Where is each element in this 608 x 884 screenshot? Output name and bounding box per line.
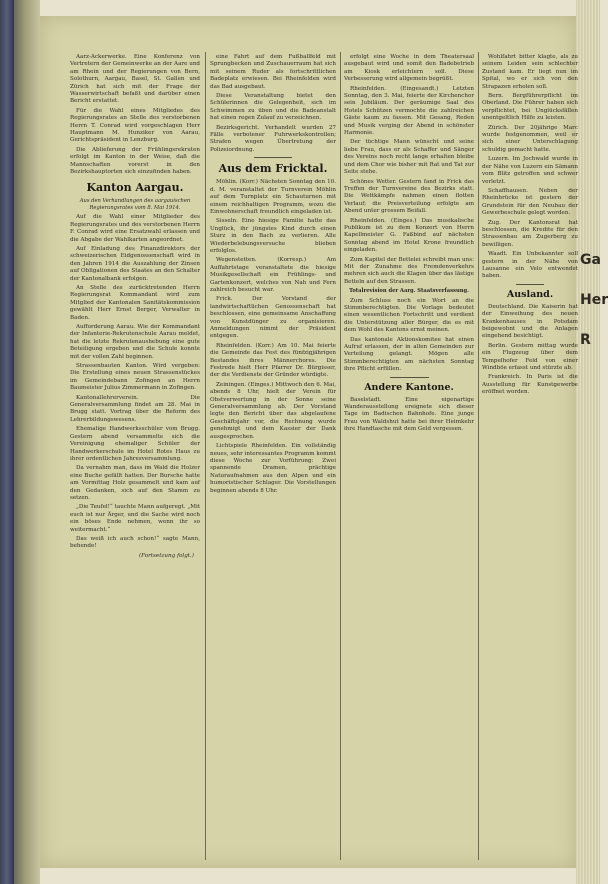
fragment-text: R [580, 332, 591, 348]
paragraph: Wohlfahrt bitter klagte, als zu seinem Leiden sein schlechter Zustand kam. Er liegt nun im Spital, wo er sich von den Strapazen erholen soll. [482, 54, 578, 90]
paragraph: Kantonallehrerverein. Die Generalversammlung findet am 28. Mai in Brugg statt. Vortrag über die Reform des Lehrerbildungswesens. [70, 394, 200, 423]
divider [254, 157, 292, 158]
paragraph: Da vernahm man, dass im Wald die Holzer eine Buche gefällt hatten. Der Bursche hatte am Vormittag Holz gesammelt und kam auf den Gedanken, sich auf den Stamm zu setzen. [70, 465, 200, 501]
section-title: Andere Kantone. [364, 381, 454, 393]
paragraph: Auf die Wahl einer Mitglieder des Regierungsrates und des verstorbenen Herrn F. Conrad wird eine Ersatzwahl erlassen und die Abgabe der Wahlkarten angeordnet. [70, 214, 200, 243]
paragraph: Sisseln. Eine hiesige Familie hatte das Unglück, ihr jüngstes Kind durch einen Sturz in den Bach zu verlieren. Alle Wiederbelebungsversuche blieben erfolglos. [210, 218, 336, 254]
paragraph: Schönes Wetter. Gestern fand in Frick das Treffen der Turnvereine des Bezirks statt. Die Wettkämpfe nahmen einen flotten Verlauf; die Preisverteilung erfolgte am Abend unter grossem Beifall. [344, 178, 474, 215]
column-rule [340, 52, 341, 860]
paragraph: Auf Einladung des Finanzdirektors der schweizerischen Eidgenossenschaft wird in den Jahren 1914 die Auszahlung der Zinsen auf Obligationen des Staates an den Schalter der Kantonalbank erfolgen. [70, 245, 200, 282]
book-binding [0, 0, 14, 884]
paragraph: Diese Veranstaltung bietet den Schülerinnen die Gelegenheit, sich im Schwimmen zu üben und die Badeanstalt hat einen regen Zulauf zu verzeichnen. [210, 93, 336, 122]
column-4 [482, 54, 578, 864]
paragraph: Der tüchtige Mann wünscht und seine liebe Frau, dass er als Schaffer und Sänger des Vereins noch recht lange erhalten bleibe und dem Chor wie bisher mit Rat und Tat zur Seite stehe. [344, 139, 474, 176]
paragraph: „Die Teufel!“ tauchte Mann aufgeregt. „Mit euch ist nur Ärger, und die Sache wird noch ein böses Ende nehmen, wenn ihr so weitermacht.“ [70, 504, 200, 533]
paragraph: Wegenstetten. (Korresp.) Am Auffahrtstage veranstaltete die hiesige Musikgesellschaft ein Frühlings- und Gartenkonzert, welches von Nah und Fern zahlreich besucht war. [210, 257, 336, 293]
paragraph: Aarz-Ackerwerke. Eine Konferenz von Vertretern der Gemeinwerke an der Aare und am Rhein und der Regierungen von Bern, Solothurn, Aargau, Basel, St. Gallen und Zürich hat sich mit der Frage der Wasserwirtschaft befaßt und darüber einen Bericht erstattet. [70, 54, 200, 105]
divider [516, 284, 545, 285]
paragraph: Für die Wahl eines Mitgliedes des Regierungsrates an Stelle des verstorbenen Herrn T. Conrad wird vorgeschlagen Herr Hauptmann M. Hunziker von Aarau, Gerichtspräsident in Lenzburg. [70, 107, 200, 144]
paragraph: Waadt. Ein Unbekannter soll gestern in der Nähe von Lausanne ein Velo entwendet haben. [482, 251, 578, 280]
paragraph: erfolgt eine Woche in dem Theatersaal ausgebaut wird und somit den Badebetrieb am Kiosk erleichtern soll. Diese Verbesserung wird allgemein begrüßt. [344, 54, 474, 83]
paragraph: Rheinfelden. (Eingesandt.) Letzten Sonntag, den 3. Mai, feierte der Kirchenchor sein Jubiläum. Der geräumige Saal des Hotels Schützen vermochte die zahlreichen Gäste kaum zu fassen. Mit Gesang, Reden und Musik verging der Abend in schönster Harmonie. [344, 85, 474, 137]
section-title: Ausland. [506, 288, 554, 300]
paragraph: eine Fahrt auf dem Fußballfeld mit Sprungbecken und Zuschauerraum hat sich mit seinem Ruder als fortschrittlichen Badeplatz erwiesen. Bei Rheinfelden wird das Bad ausgebaut. [210, 54, 336, 90]
paragraph: Luzern. Im Jochwald wurde in der Nähe von Luzern ein Sämann vom Blitz getroffen und schwer verletzt. [482, 156, 578, 185]
fragment-text: Ga [580, 252, 601, 268]
paragraph: Das kantonale Aktionskomitee hat einen Aufruf erlassen, der in allen Gemeinden zur Verteilung gelangt. Mögen alle Stimmberechtigten am nächsten Sonntag ihre Pflicht erfüllen. [344, 336, 474, 373]
paragraph: Baselstadt. Eine eigenartige Wanderausstellung ereignete sich dieser Tage im Badischen Bahnhofe. Eine junge Frau von Waldshut hatte bei ihrer Heimkehr ihre Handtasche mit dem Geld vergessen. [344, 396, 474, 433]
column-rule [205, 52, 206, 860]
paragraph: Lichtspiele Rheinfelden. Ein vollständig neues, sehr interessantes Programm kommt diese Woche zur Vorführung: Zwei spannende Dramen, prächtige Naturaufnahmen aus den Alpen und ein humoristischer Schlager. Die Vorstellungen beginnen abends 8 Uhr. [210, 443, 336, 494]
divider [390, 377, 429, 378]
section-subtitle: Aus den Verhandlungen des aargauischen Regierungsrates vom 8. Mai 1914. [79, 197, 191, 211]
paragraph: Zeiningen. (Einges.) Mittwoch den 6. Mai, abends 8 Uhr, hielt der Verein für Obstverwertung in der Sonne seine Generalversammlung ab. Der Vorstand legte den Bericht über das abgelaufene Geschäftsjahr vor, die Rechnung wurde genehmigt und dem Kassier der Dank ausgesprochen. [210, 381, 336, 440]
paragraph: Deutschland. Die Kaiserin hat der Einweihung des neuen Krankenhauses in Potsdam beigewohnt und die Anlagen eingehend besichtigt. [482, 303, 578, 340]
paragraph: Schaffhausen. Neben der Rheinbrücke ist gestern der Grundstein für den Neubau der Gewerbeschule gelegt worden. [482, 187, 578, 217]
paragraph: Strassenbauten Kanton. Wird vergeben: Die Erstellung eines neuen Strassenstückes im Gemeindebann Zofingen an Herrn Baumeister Julius Zimmermann in Zofingen. [70, 363, 200, 392]
paragraph: Rheinfelden. (Einges.) Das musikalische Publikum ist zu dem Konzert von Herrn Kapellmeister G. Faßbind auf nächsten Sonntag abend im Hotel Krone freundlich eingeladen. [344, 217, 474, 254]
fragment-text: Her [580, 292, 608, 308]
paragraph: Ehemalige Handwerksschüler vom Brugg. Gestern abend versammelte sich die Vereinigung ehemaliger Schüler der Handwerkerschule im Hotel Rotes Haus zu ihrer ordentlichen Jahresversammlung. [70, 426, 200, 462]
column-2 [210, 54, 336, 864]
binding-edge [14, 0, 40, 884]
adjacent-page-fragment [580, 240, 608, 540]
column-3 [344, 54, 474, 864]
paragraph: Bern. Bergführerpflicht im Oberland. Die Führer haben sich verpflichtet, bei Unglücksfällen unentgeltlich Hilfe zu leisten. [482, 93, 578, 122]
paragraph: Zug. Der Kantonsrat hat beschlossen, die Kredite für den Strassenbau am Zugerberg zu bewilligen. [482, 219, 578, 248]
paragraph: Die Ablieferung der Frühlingsrekruten erfolgt im Kanton in der Weise, daß die Mannschaften vorerst in den Bezirkshauptorten sich einzufinden haben. [70, 146, 200, 176]
paragraph: Berlin. Gestern mittag wurde ein Flugzeug über dem Tempelhofer Feld von einer Windböe erfasst und stürzte ab. [482, 342, 578, 372]
notice-title: Totalrevision der Aarg. Staatsverfassung. [349, 288, 469, 295]
section-title: Kanton Aargau. [86, 180, 184, 194]
paragraph: Zürich. Der 20jährige Marc wurde festgenommen, weil er sich einer Unterschlagung schuldig gemacht hatte. [482, 124, 578, 153]
paragraph: Aufforderung Aarau. Wie der Kommandant der Infanterie-Rekrutenschule Aarau meldet, hat die letzte Rekrutenaushebung eine gute Beteiligung ergeben und die Schule konnte mit der vollen Zahl beginnen. [70, 324, 200, 360]
paragraph: Rheinfelden. (Korr.) Am 10. Mai feierte die Gemeinde das Fest des fünfzigjährigen Bestandes ihres Männerchores. Die Festrede hielt Herr Pfarrer Dr. Bürgisser, der die Verdienste der Gründer würdigte. [210, 342, 336, 379]
paragraph: Bezirksgericht. Verhandelt wurden 27 Fälle verbotener Fuhrwerkskontrollen; Strafen wegen Übertretung der Polizeiordnung. [210, 124, 336, 153]
paragraph: Möhlin. (Korr.) Nächsten Sonntag den 10. d. M. veranstaltet der Turnverein Möhlin auf dem Turnplatz ein Schauturnen mit einem reichhaltigen Programm, wozu die Einwohnerschaft freundlich eingeladen ist. [210, 179, 336, 215]
paragraph: Zum Kapitel der Bettelei schreibt man uns: Mit der Zunahme des Fremdenverkehrs mehren sich auch die Klagen über das lästige Betteln auf den Strassen. [344, 256, 474, 285]
paragraph: Zum Schluss noch ein Wort an die Stimmberechtigten. Die Vorlage bedeutet einen wesentlichen Fortschritt und verdient die Unterstützung aller Bürger, die es mit dem Wohl des Kantons ernst meinen. [344, 297, 474, 334]
paragraph: Das weiß ich auch schon!“ sagte Mann, behende! [70, 535, 200, 550]
paragraph: Frankreich. In Paris ist die Ausstellung für Kunstgewerbe eröffnet worden. [482, 374, 578, 396]
section-title: Aus dem Fricktal. [218, 162, 328, 176]
paragraph: An Stelle des zurücktretenden Herrn Regierungsrat Kommandant wird zum Mitglied der Kantonalen Sanitätskommission gewählt Herr Ernst Berger, Verwalter in Baden. [70, 284, 200, 321]
column-rule [478, 52, 479, 860]
paragraph: Frick. Der Vorstand der landwirtschaftlichen Genossenschaft hat beschlossen, eine gemeinsame Anschaffung von Kunstdünger zu organisieren. Anmeldungen nimmt der Präsident entgegen. [210, 296, 336, 340]
continuation-note: (Fortsetzung folgt.) [138, 552, 194, 559]
column-1 [70, 54, 200, 864]
